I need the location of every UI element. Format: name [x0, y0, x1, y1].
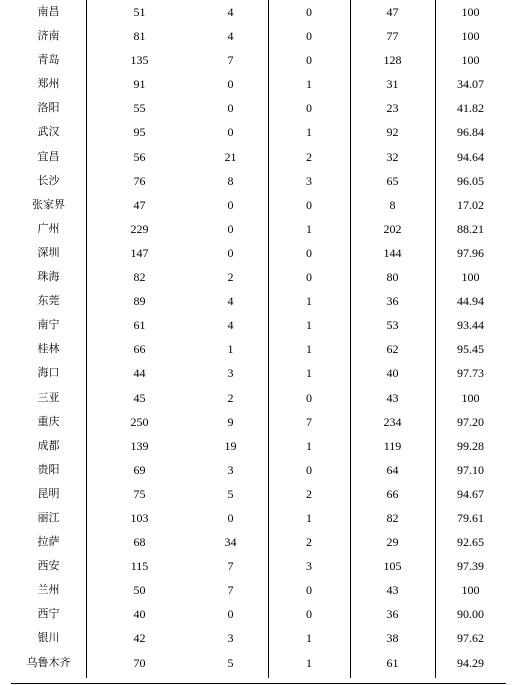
value-cell: 61	[133, 318, 146, 333]
value-cell: 0	[306, 607, 312, 622]
value-cell: 119	[383, 438, 402, 453]
value-cell: 103	[130, 510, 149, 525]
value-cell: 3	[227, 462, 234, 477]
value-cell: 45	[133, 390, 146, 405]
value-cell: 66	[133, 342, 146, 357]
value-cell: 4	[227, 29, 234, 44]
value-cell: 44	[133, 366, 146, 381]
value-cell: 96.05	[457, 173, 484, 188]
city-name-cell: 珠海	[37, 270, 60, 284]
value-cell: 2	[227, 270, 234, 285]
value-cell: 3	[227, 366, 234, 381]
city-name-cell: 东莞	[37, 294, 60, 308]
value-cell: 1	[227, 342, 234, 357]
value-cell: 94.67	[457, 486, 484, 501]
value-cell: 0	[306, 270, 312, 285]
city-name-cell: 宜昌	[37, 149, 60, 163]
value-cell: 93.44	[457, 318, 484, 333]
value-cell: 100	[461, 583, 480, 598]
value-cell: 51	[133, 5, 146, 19]
value-cell: 97.20	[457, 414, 484, 429]
value-cell: 38	[386, 631, 399, 646]
value-cell: 2	[227, 390, 234, 405]
value-cell: 81	[133, 29, 146, 44]
value-cell: 0	[227, 197, 234, 212]
value-cell: 76	[133, 173, 146, 188]
value-cell: 92.65	[457, 535, 484, 550]
city-name-cell: 拉萨	[37, 535, 60, 549]
value-cell: 79.61	[457, 510, 484, 525]
value-cell: 9	[227, 414, 234, 429]
value-cell: 88.21	[457, 221, 484, 236]
value-cell: 1	[306, 221, 312, 236]
value-cell: 90.00	[457, 607, 484, 622]
value-cell: 55	[133, 101, 146, 116]
city-name-cell: 桂林	[37, 342, 60, 356]
value-cell: 105	[383, 559, 402, 574]
value-cell: 144	[383, 245, 402, 260]
value-cell: 95.45	[457, 342, 484, 357]
value-cell: 1	[306, 125, 312, 140]
value-cell: 229	[130, 221, 149, 236]
value-cell: 43	[386, 583, 399, 598]
value-cell: 5	[227, 486, 234, 501]
value-cell: 0	[227, 125, 234, 140]
value-cell: 147	[130, 245, 149, 260]
value-cell: 42	[133, 631, 146, 646]
column-divider	[435, 0, 436, 678]
value-cell: 1	[306, 631, 312, 646]
value-cell: 0	[306, 197, 312, 212]
value-cell: 0	[306, 390, 312, 405]
city-name-cell: 深圳	[37, 245, 60, 259]
value-cell: 77	[386, 29, 399, 44]
city-name-cell: 西安	[37, 559, 60, 573]
value-cell: 96.84	[457, 125, 484, 140]
value-cell: 56	[133, 149, 146, 164]
value-cell: 92	[386, 125, 399, 140]
value-cell: 1	[306, 77, 312, 92]
value-cell: 29	[386, 535, 399, 550]
value-cell: 70	[133, 655, 146, 670]
value-cell: 94.29	[457, 655, 484, 670]
city-name-cell: 长沙	[37, 173, 60, 187]
value-cell: 0	[306, 583, 312, 598]
value-cell: 100	[461, 270, 480, 285]
city-name-cell: 三亚	[37, 390, 60, 404]
value-cell: 43	[386, 390, 399, 405]
value-cell: 97.10	[457, 462, 484, 477]
value-cell: 66	[386, 486, 399, 501]
value-cell: 97.39	[457, 559, 484, 574]
value-cell: 7	[227, 53, 234, 68]
value-cell: 4	[227, 318, 234, 333]
value-cell: 89	[133, 294, 146, 309]
value-cell: 1	[306, 342, 312, 357]
value-cell: 47	[133, 197, 146, 212]
city-name-cell: 重庆	[37, 414, 60, 428]
city-name-cell: 南昌	[37, 5, 60, 18]
value-cell: 7	[227, 583, 234, 598]
value-cell: 2	[306, 535, 312, 550]
value-cell: 82	[133, 270, 146, 285]
value-cell: 75	[133, 486, 146, 501]
value-cell: 0	[227, 221, 234, 236]
value-cell: 41.82	[457, 101, 484, 116]
value-cell: 34.07	[457, 77, 484, 92]
value-cell: 100	[461, 29, 480, 44]
value-cell: 82	[386, 510, 399, 525]
value-cell: 2	[306, 486, 312, 501]
value-cell: 100	[461, 5, 480, 19]
city-name-cell: 昆明	[37, 486, 60, 500]
value-cell: 7	[227, 559, 234, 574]
value-cell: 0	[227, 510, 234, 525]
city-name-cell: 南宁	[37, 318, 60, 332]
city-name-cell: 银川	[37, 631, 60, 645]
column-divider	[350, 0, 351, 678]
value-cell: 0	[306, 101, 312, 116]
value-cell: 62	[386, 342, 399, 357]
value-cell: 36	[386, 607, 399, 622]
value-cell: 100	[461, 53, 480, 68]
value-cell: 50	[133, 583, 146, 598]
value-cell: 1	[306, 438, 312, 453]
value-cell: 1	[306, 318, 312, 333]
value-cell: 0	[306, 53, 312, 68]
column-divider	[268, 0, 269, 678]
value-cell: 135	[130, 53, 149, 68]
value-cell: 4	[227, 294, 234, 309]
value-cell: 8	[389, 197, 396, 212]
city-name-cell: 济南	[37, 29, 60, 43]
value-cell: 0	[306, 245, 312, 260]
value-cell: 47	[386, 5, 399, 19]
city-name-cell: 青岛	[37, 53, 60, 67]
value-cell: 3	[227, 631, 234, 646]
table-bottom-rule	[11, 683, 506, 684]
city-name-cell: 乌鲁木齐	[26, 655, 71, 669]
value-cell: 65	[386, 173, 399, 188]
value-cell: 40	[386, 366, 399, 381]
value-cell: 1	[306, 510, 312, 525]
value-cell: 0	[227, 101, 234, 116]
value-cell: 97.96	[457, 245, 484, 260]
value-cell: 34	[224, 535, 237, 550]
value-cell: 1	[306, 366, 312, 381]
value-cell: 139	[130, 438, 149, 453]
value-cell: 44.94	[457, 294, 484, 309]
value-cell: 32	[386, 149, 399, 164]
value-cell: 0	[306, 462, 312, 477]
value-cell: 19	[224, 438, 237, 453]
value-cell: 0	[227, 607, 234, 622]
value-cell: 0	[306, 29, 312, 44]
value-cell: 80	[386, 270, 399, 285]
city-name-cell: 西宁	[37, 607, 60, 621]
value-cell: 68	[133, 535, 146, 550]
city-name-cell: 贵阳	[37, 462, 60, 476]
city-name-cell: 郑州	[37, 77, 60, 91]
value-cell: 21	[224, 149, 237, 164]
value-cell: 3	[306, 173, 312, 188]
value-cell: 0	[227, 245, 234, 260]
value-cell: 0	[227, 77, 234, 92]
city-name-cell: 丽江	[37, 510, 60, 524]
city-name-cell: 成都	[37, 438, 60, 452]
column-divider	[86, 0, 87, 678]
city-name-cell: 海口	[37, 366, 60, 380]
value-cell: 97.62	[457, 631, 484, 646]
value-cell: 3	[306, 559, 312, 574]
value-cell: 7	[306, 414, 312, 429]
value-cell: 95	[133, 125, 146, 140]
value-cell: 53	[386, 318, 399, 333]
value-cell: 2	[306, 149, 312, 164]
value-cell: 36	[386, 294, 399, 309]
value-cell: 17.02	[457, 197, 484, 212]
value-cell: 202	[383, 221, 402, 236]
value-cell: 250	[130, 414, 149, 429]
city-name-cell: 广州	[37, 221, 60, 235]
value-cell: 0	[306, 5, 312, 19]
value-cell: 69	[133, 462, 146, 477]
value-cell: 97.73	[457, 366, 484, 381]
value-cell: 40	[133, 607, 146, 622]
value-cell: 100	[461, 390, 480, 405]
value-cell: 23	[386, 101, 399, 116]
city-name-cell: 洛阳	[37, 101, 60, 115]
value-cell: 115	[130, 559, 149, 574]
city-name-cell: 兰州	[37, 583, 60, 597]
value-cell: 64	[386, 462, 399, 477]
value-cell: 128	[383, 53, 402, 68]
value-cell: 94.64	[457, 149, 484, 164]
value-cell: 234	[383, 414, 402, 429]
city-name-cell: 张家界	[32, 197, 65, 211]
value-cell: 1	[306, 655, 312, 670]
city-name-cell: 武汉	[37, 125, 60, 139]
value-cell: 31	[386, 77, 399, 92]
value-cell: 5	[227, 655, 234, 670]
value-cell: 99.28	[457, 438, 484, 453]
value-cell: 91	[133, 77, 146, 92]
value-cell: 1	[306, 294, 312, 309]
value-cell: 4	[227, 5, 234, 19]
value-cell: 8	[227, 173, 234, 188]
value-cell: 61	[386, 655, 399, 670]
